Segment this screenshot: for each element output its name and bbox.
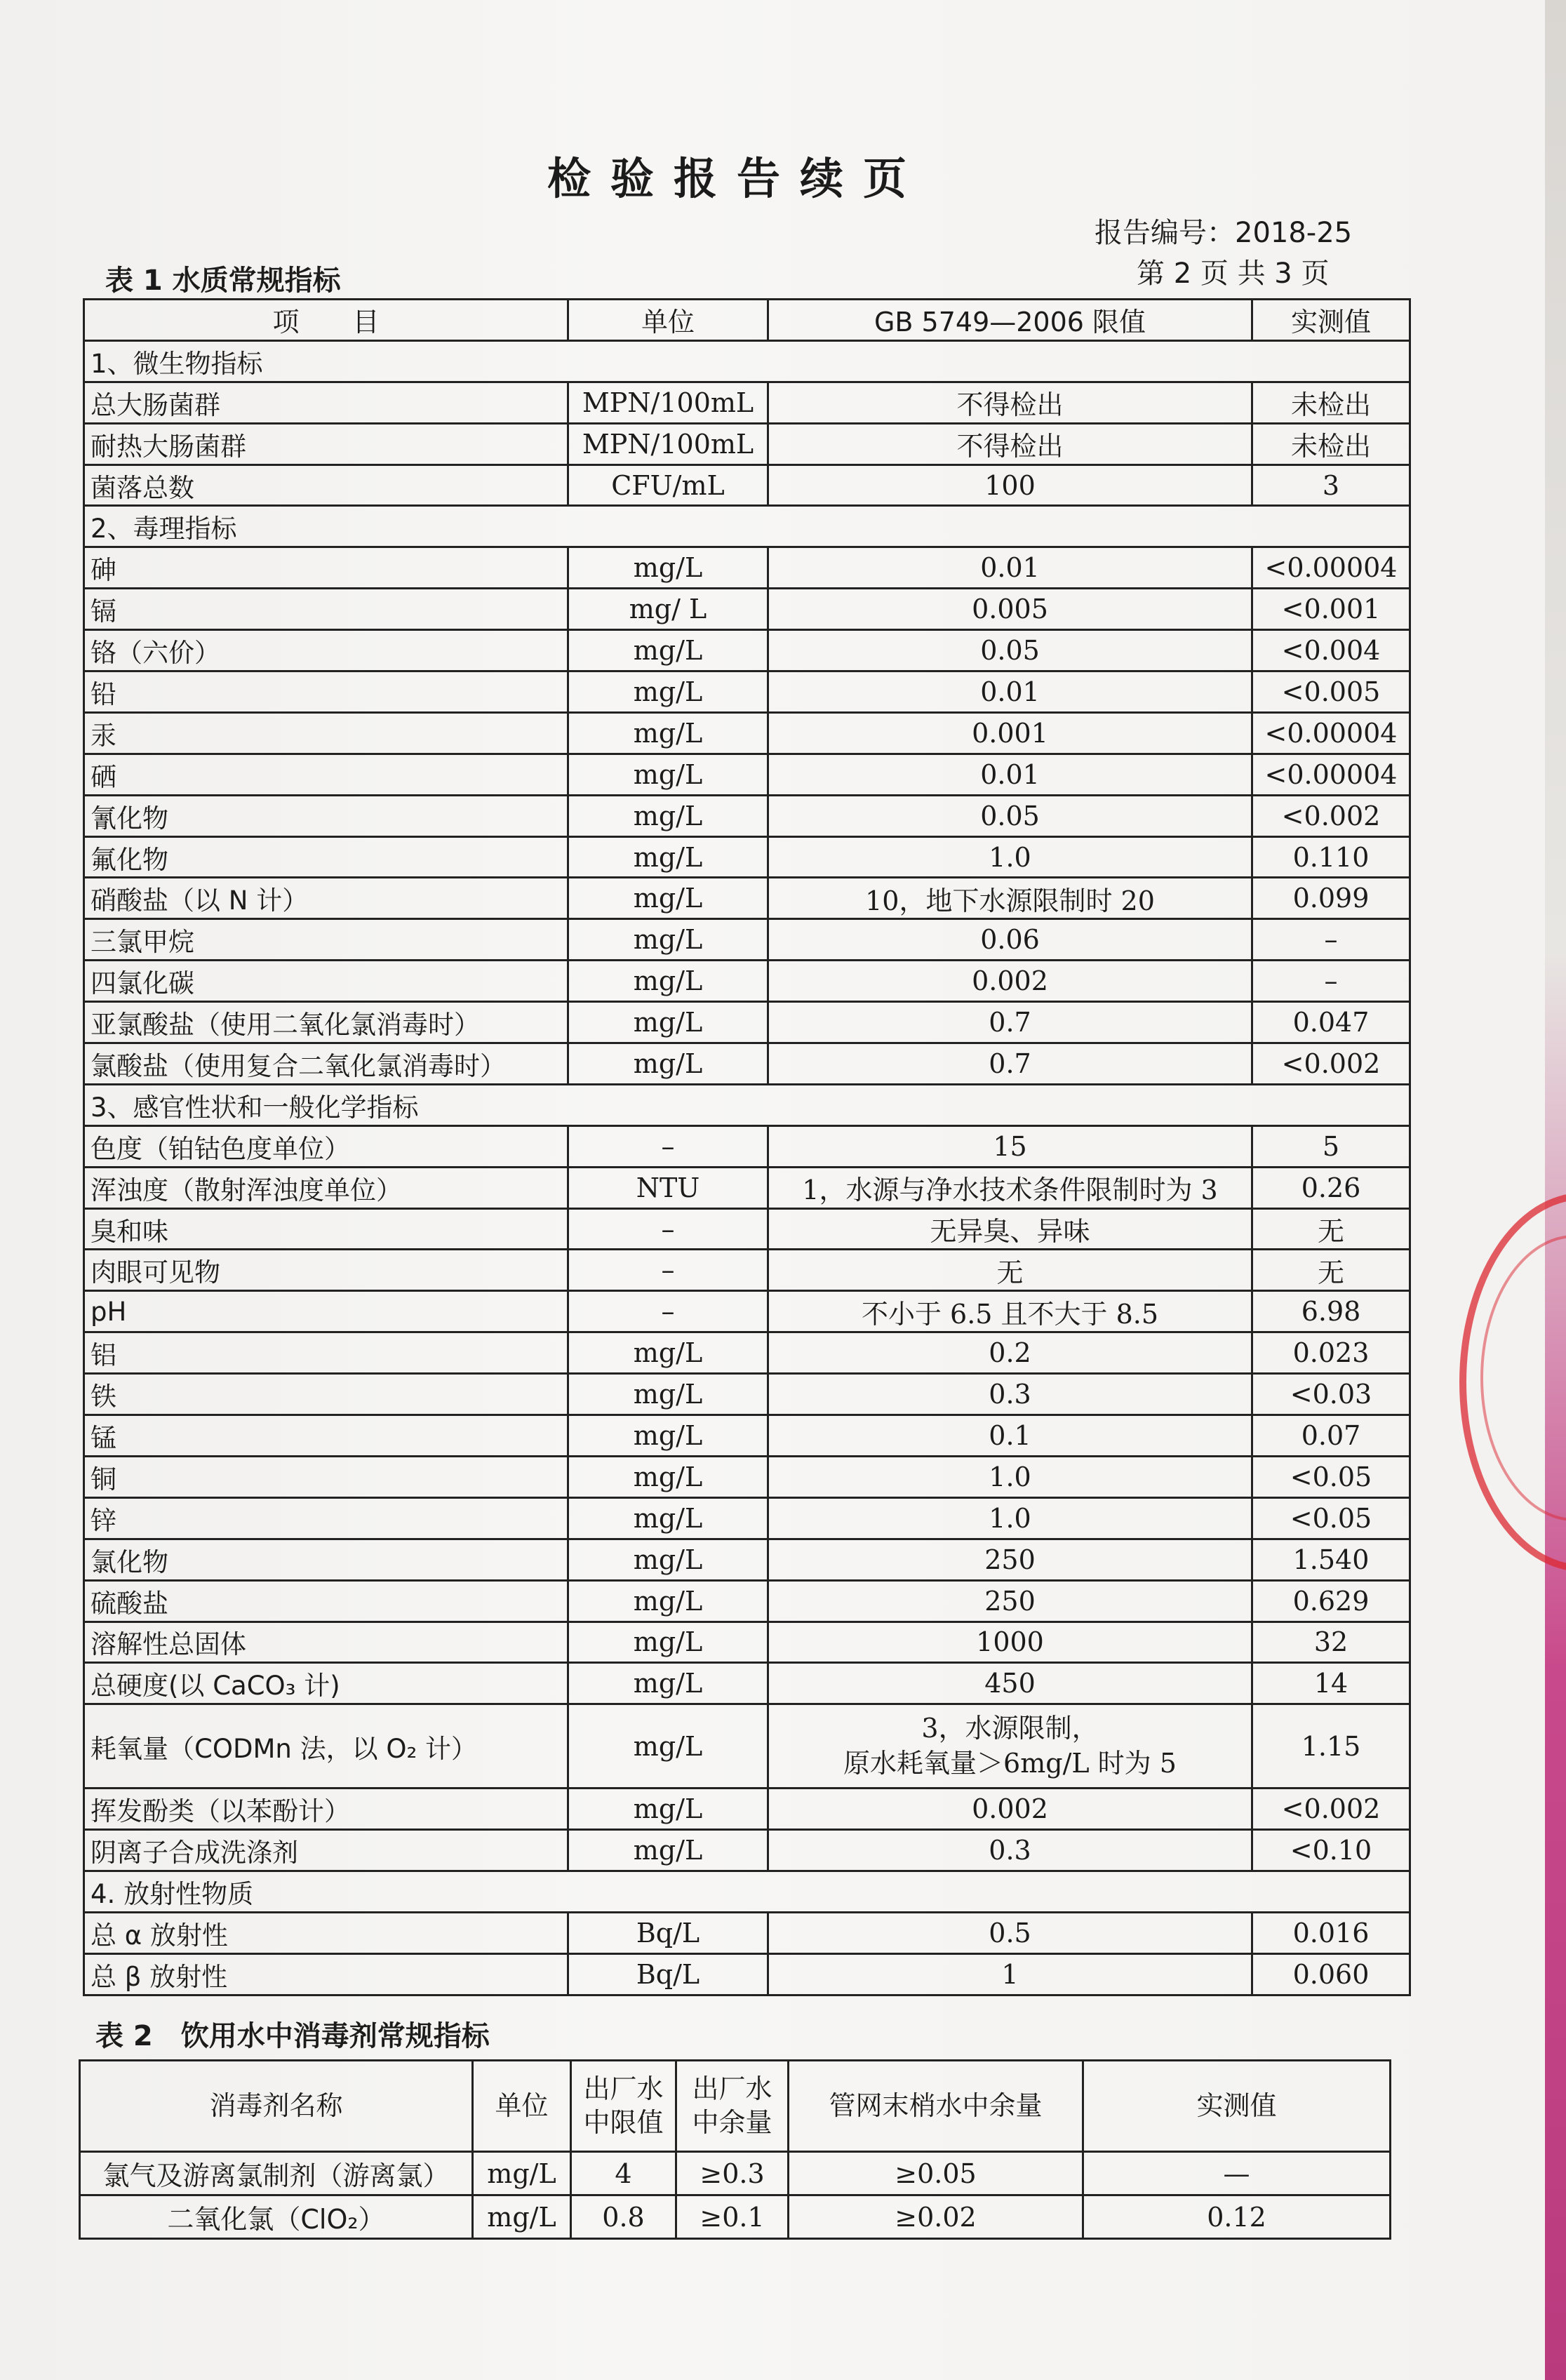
limit-value: 0.7 [768,1043,1252,1085]
unit: – [568,1291,768,1332]
table-row [84,1539,1410,1580]
measured-value: 6.98 [1252,1291,1410,1332]
table-row [84,712,1410,754]
header-unit: 单位 [473,2061,571,2152]
limit-value: 无异臭、异味 [768,1208,1252,1250]
table-row [84,423,1410,464]
table-row [84,795,1410,836]
unit: mg/L [568,836,768,878]
limit-value: 1.0 [768,1456,1252,1497]
table-row [84,1250,1410,1291]
unit: mg/L [568,1497,768,1539]
table-row [84,630,1410,671]
table-row [80,2195,1391,2239]
item-name: 锰 [84,1415,568,1457]
unit: mg/L [568,1043,768,1085]
measured-value: 0.047 [1252,1002,1410,1043]
table-row-cod [84,1704,1410,1789]
item-name: 耗氧量（CODMn 法，以 O₂ 计） [84,1704,568,1789]
cell-0: 二氧化氯（ClO₂） [80,2195,473,2239]
unit: mg/L [568,1663,768,1704]
measured-value: 14 [1252,1663,1410,1704]
table-row [84,1580,1410,1622]
unit: – [568,1250,768,1291]
table-row [84,1002,1410,1043]
table-row [84,1208,1410,1250]
header-limit: GB 5749—2006 限值 [768,300,1252,341]
measured-value: 1.15 [1252,1704,1410,1789]
limit-value: 0.01 [768,671,1252,713]
limit-value: 10，地下水源限制时 20 [768,878,1252,919]
item-name: 总大肠菌群 [84,382,568,423]
table-row [84,589,1410,630]
measured-value: 0.023 [1252,1332,1410,1374]
page-number: 第 2 页 共 3 页 [1137,258,1330,290]
table-row [84,961,1410,1002]
limit-value: 1000 [768,1622,1252,1663]
item-name: pH [84,1291,568,1332]
item-name: 溶解性总固体 [84,1622,568,1663]
measured-value: 1.540 [1252,1539,1410,1580]
page-edge [1545,0,1566,2380]
table-row [84,878,1410,919]
table-row [84,1622,1410,1663]
measured-value: <0.03 [1252,1374,1410,1415]
measured-value: <0.00004 [1252,712,1410,754]
unit: mg/L [568,1456,768,1497]
measured-value: <0.10 [1252,1830,1410,1871]
header-network-residual: 管网末梢水中余量 [789,2061,1083,2152]
table-row [84,1497,1410,1539]
item-name: 总 β 放射性 [84,1953,568,1995]
table-row [84,1830,1410,1871]
limit-value: 0.01 [768,754,1252,795]
limit-value: 0.2 [768,1332,1252,1374]
item-name: 汞 [84,712,568,754]
limit-line-2: 原水耗氧量＞6mg/L 时为 5 [843,1747,1177,1779]
measured-value: – [1252,919,1410,961]
limit-value: 0.001 [768,712,1252,754]
item-name: 色度（铂钴色度单位） [84,1125,568,1167]
unit: mg/L [568,1332,768,1374]
cell-3: ≥0.3 [676,2152,789,2195]
unit: MPN/100mL [568,423,768,464]
item-name: 阴离子合成洗涤剂 [84,1830,568,1871]
item-name: 砷 [84,547,568,589]
unit: mg/L [568,919,768,961]
item-name: 铅 [84,671,568,713]
cell-0: 氯气及游离氯制剂（游离氯） [80,2152,473,2195]
item-name: 铝 [84,1332,568,1374]
limit-value: 不小于 6.5 且不大于 8.5 [768,1291,1252,1332]
item-name: 氯化物 [84,1539,568,1580]
table-row [84,1332,1410,1374]
water-quality-table [83,298,1411,1996]
cell-2: 0.8 [571,2195,676,2239]
cell-5: — [1083,2152,1391,2195]
table-row [84,382,1410,423]
measured-value: <0.005 [1252,671,1410,713]
header-measured: 实测值 [1252,300,1410,341]
limit-value: 0.3 [768,1830,1252,1871]
table2-header-row [80,2061,1391,2152]
table2-caption: 表 2 饮用水中消毒剂常规指标 [95,2020,490,2052]
limit-value: 1.0 [768,1497,1252,1539]
item-name: 硝酸盐（以 N 计） [84,878,568,919]
section-row [84,1084,1410,1125]
unit: mg/L [568,961,768,1002]
item-name: 氰化物 [84,795,568,836]
limit-value: 0.7 [768,1002,1252,1043]
item-name: 浑浊度（散射浑浊度单位） [84,1167,568,1208]
limit-value: 1，水源与净水技术条件限制时为 3 [768,1167,1252,1208]
section-row [84,340,1410,382]
unit: – [568,1125,768,1167]
table-row [84,547,1410,589]
cell-4: ≥0.02 [789,2195,1083,2239]
item-name: 总硬度(以 CaCO₃ 计) [84,1663,568,1704]
item-name: 铜 [84,1456,568,1497]
limit-value: 不得检出 [768,423,1252,464]
table-row [84,1456,1410,1497]
limit-value: 250 [768,1539,1252,1580]
header-factory-residual: 出厂水中余量 [676,2061,789,2152]
table-row [84,1374,1410,1415]
table-row [84,1043,1410,1085]
section-title: 3、感官性状和一般化学指标 [84,1084,1410,1125]
measured-value: 0.110 [1252,836,1410,878]
unit: mg/L [568,1539,768,1580]
unit: Bq/L [568,1953,768,1995]
table-row [84,754,1410,795]
limit-value: 0.01 [768,547,1252,589]
measured-value: 32 [1252,1622,1410,1663]
measured-value: <0.05 [1252,1497,1410,1539]
limit-value: 0.3 [768,1374,1252,1415]
table-row [84,1167,1410,1208]
section-title: 4. 放射性物质 [84,1871,1410,1913]
unit: Bq/L [568,1912,768,1953]
table-row [84,464,1410,506]
table1-header-row [84,300,1410,341]
table-row [84,1789,1410,1830]
unit: mg/L [568,1704,768,1789]
limit-value: 450 [768,1663,1252,1704]
section-title: 1、微生物指标 [84,340,1410,382]
unit: mg/ L [568,589,768,630]
item-name: 菌落总数 [84,464,568,506]
page-title: 检验报告续页 [547,153,926,204]
limit-value: 无 [768,1250,1252,1291]
unit: mg/L [568,547,768,589]
measured-value: <0.002 [1252,1789,1410,1830]
table-row [84,919,1410,961]
limit-value [768,1704,1252,1789]
unit: mg/L [568,1580,768,1622]
measured-value: 未检出 [1252,423,1410,464]
item-name: 肉眼可见物 [84,1250,568,1291]
limit-value: 0.06 [768,919,1252,961]
table-row [84,836,1410,878]
table-row [84,1912,1410,1953]
item-name: 氟化物 [84,836,568,878]
limit-value: 0.5 [768,1912,1252,1953]
measured-value: <0.001 [1252,589,1410,630]
measured-value: <0.002 [1252,1043,1410,1085]
item-name: 铁 [84,1374,568,1415]
unit: mg/L [568,671,768,713]
item-name: 硫酸盐 [84,1580,568,1622]
unit: NTU [568,1167,768,1208]
table-row [84,1291,1410,1332]
limit-value: 0.005 [768,589,1252,630]
measured-value: 0.629 [1252,1580,1410,1622]
limit-line-1: 3，水源限制， [921,1713,1099,1744]
cell-1: mg/L [473,2152,571,2195]
table-row [80,2152,1391,2195]
item-name: 亚氯酸盐（使用二氧化氯消毒时） [84,1002,568,1043]
unit: mg/L [568,712,768,754]
unit: mg/L [568,878,768,919]
unit: mg/L [568,1830,768,1871]
unit: mg/L [568,630,768,671]
measured-value: 未检出 [1252,382,1410,423]
measured-value: <0.004 [1252,630,1410,671]
section-row [84,1871,1410,1913]
unit: – [568,1208,768,1250]
limit-value: 0.1 [768,1415,1252,1457]
item-name: 硒 [84,754,568,795]
unit: mg/L [568,1374,768,1415]
item-name: 臭和味 [84,1208,568,1250]
item-name: 镉 [84,589,568,630]
table-row [84,671,1410,713]
limit-value: 15 [768,1125,1252,1167]
table-row [84,1663,1410,1704]
unit: MPN/100mL [568,382,768,423]
measured-value: 无 [1252,1208,1410,1250]
item-name: 四氯化碳 [84,961,568,1002]
unit: mg/L [568,754,768,795]
unit: mg/L [568,1415,768,1457]
unit: CFU/mL [568,464,768,506]
measured-value: – [1252,961,1410,1002]
measured-value: 0.26 [1252,1167,1410,1208]
measured-value: 5 [1252,1125,1410,1167]
header-factory-limit: 出厂水中限值 [571,2061,676,2152]
table-row [84,1953,1410,1995]
item-name: 耐热大肠菌群 [84,423,568,464]
cell-1: mg/L [473,2195,571,2239]
measured-value: <0.00004 [1252,547,1410,589]
item-name: 总 α 放射性 [84,1912,568,1953]
measured-value: <0.00004 [1252,754,1410,795]
cell-2: 4 [571,2152,676,2195]
limit-value: 1 [768,1953,1252,1995]
limit-value: 1.0 [768,836,1252,878]
table-row [84,1415,1410,1457]
limit-value: 0.05 [768,795,1252,836]
disinfectant-table [79,2059,1391,2240]
limit-value: 0.002 [768,961,1252,1002]
item-name: 挥发酚类（以苯酚计） [84,1789,568,1830]
limit-value: 0.002 [768,1789,1252,1830]
unit: mg/L [568,1789,768,1830]
header-item: 项 目 [84,300,568,341]
measured-value: 0.07 [1252,1415,1410,1457]
measured-value: 无 [1252,1250,1410,1291]
measured-value: 0.060 [1252,1953,1410,1995]
cell-3: ≥0.1 [676,2195,789,2239]
measured-value: <0.05 [1252,1456,1410,1497]
table1-caption: 表 1 水质常规指标 [105,265,341,297]
measured-value: 3 [1252,464,1410,506]
measured-value: <0.002 [1252,795,1410,836]
limit-value: 100 [768,464,1252,506]
measured-value: 0.099 [1252,878,1410,919]
cell-5: 0.12 [1083,2195,1391,2239]
table-row [84,1125,1410,1167]
limit-value: 不得检出 [768,382,1252,423]
cell-4: ≥0.05 [789,2152,1083,2195]
unit: mg/L [568,1002,768,1043]
item-name: 锌 [84,1497,568,1539]
limit-value: 250 [768,1580,1252,1622]
item-name: 氯酸盐（使用复合二氧化氯消毒时） [84,1043,568,1085]
unit: mg/L [568,1622,768,1663]
item-name: 铬（六价） [84,630,568,671]
item-name: 三氯甲烷 [84,919,568,961]
header-disinfectant-name: 消毒剂名称 [80,2061,473,2152]
measured-value: 0.016 [1252,1912,1410,1953]
unit: mg/L [568,795,768,836]
report-number: 报告编号：2018-25 [1095,217,1353,249]
section-row [84,506,1410,547]
limit-value: 0.05 [768,630,1252,671]
header-unit: 单位 [568,300,768,341]
section-title: 2、毒理指标 [84,506,1410,547]
header-measured: 实测值 [1083,2061,1391,2152]
